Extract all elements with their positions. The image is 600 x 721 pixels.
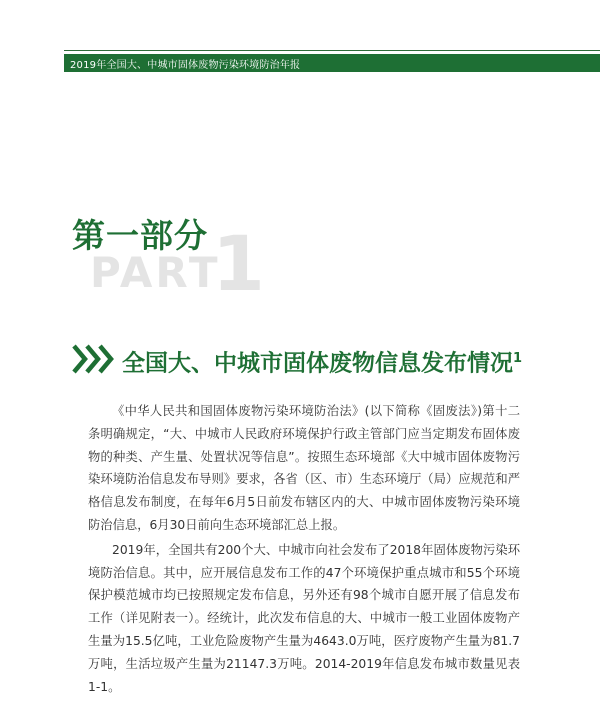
running-header-title: 2019年全国大、中城市固体废物污染环境防治年报 [70,59,301,71]
running-header [64,54,600,72]
part-title: 第一部分 [72,216,208,255]
header-rule [64,50,600,51]
paragraph-2: 2019年，全国共有200个大、中城市向社会发布了2018年固体废物污染环境防治信息。其中，应开展信息发布工作的47个环境保护重点城市和55个环境保护模范城市均已按照规定发布信息，另外还有98个城市自愿开展了信息发布工作（详见附表一）。经统计，此次发布信息的大、中城市一般工业固体废物产生量为15.5亿吨，工业危险废物产生量为4643.0万吨，医疗废物产生量为81.7万吨，生活垃圾产生量为21147.3万吨。2014-2019年信息发布城市数量见表1-1。 [88,542,520,694]
body-text [88,400,520,700]
section-title [122,342,522,381]
paragraph-1: 《中华人民共和国固体废物污染环境防治法》(以下简称《固废法》)第十二条明确规定，“大、中城市人民政府环境保护行政主管部门应当定期发布固体废物的种类、产生量、处置状况等信息”。按照生态环境部《大中城市固体废物污染环境防治信息发布导则》要求，各省（区、市）生态环境厅（局）应规范和严格信息发布制度，在每年6月5日前发布辖区内的大、中城市固体废物污染环境防治信息，6月30日前向生态环境部汇总上报。 [88,404,520,532]
section-title-text: 全国大、中城市固体废物信息发布情况 [122,350,513,377]
footnote-mark: 1 [513,351,523,366]
chevron-arrows-icon [72,342,116,376]
part-number-watermark: 1 [212,219,265,308]
part-en-watermark: PART [90,248,221,297]
